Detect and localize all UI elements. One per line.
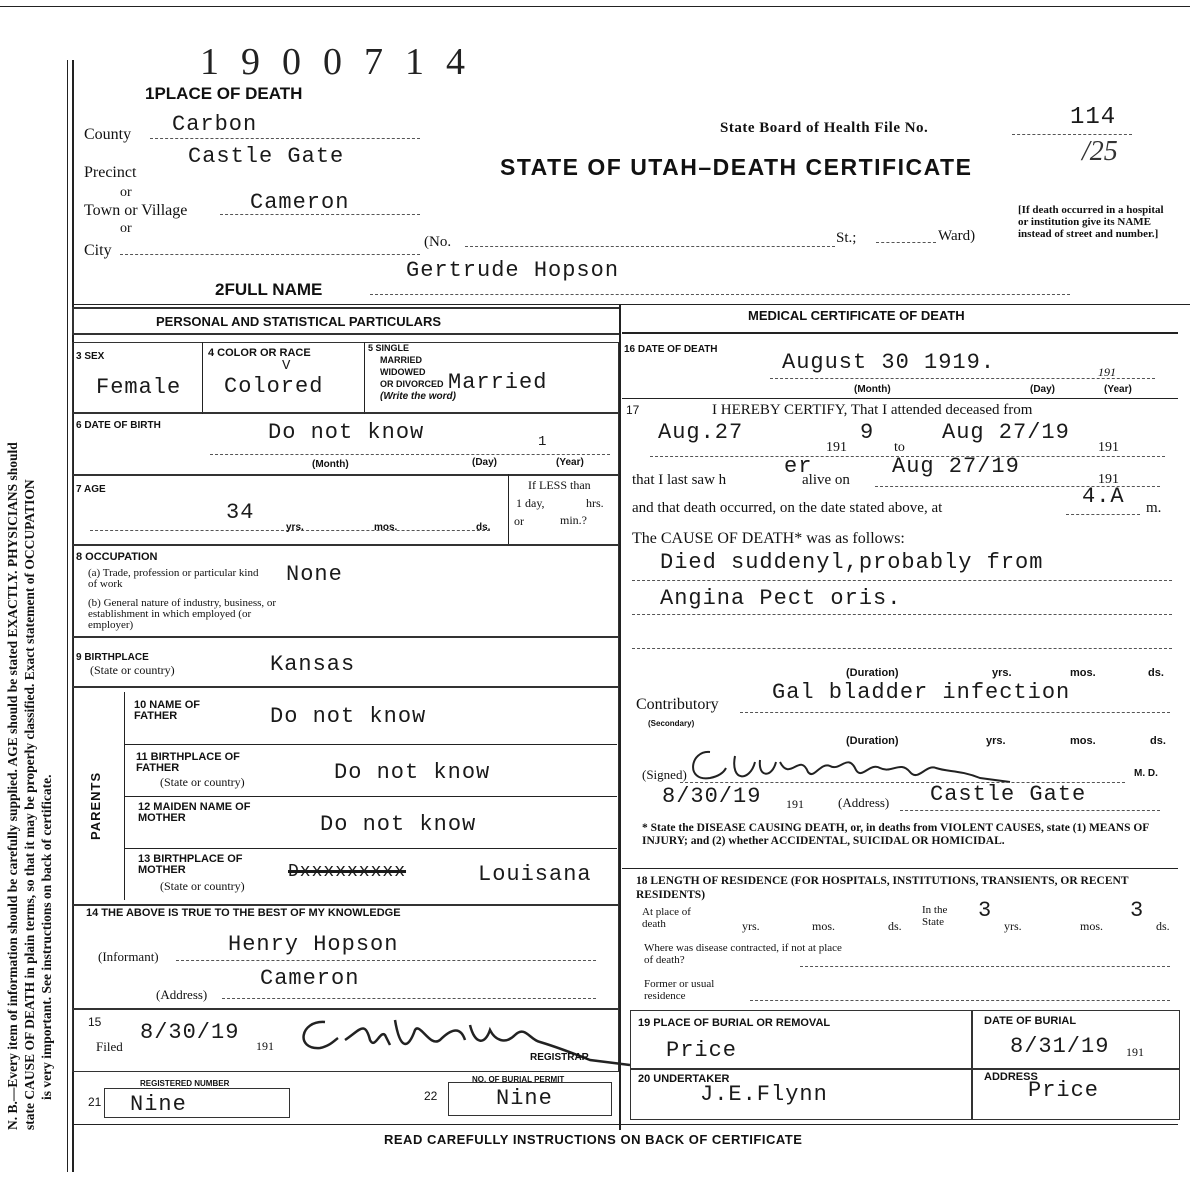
dob-month-label: (Month)	[312, 459, 349, 470]
cause-footnote: * State the DISEASE CAUSING DEATH, or, in deaths from VIOLENT CAUSES, state (1) MEANS OF INJURY; and (2) whether ACCIDENTAL, SUICIDAL OR HOMICIDAL.	[642, 822, 1149, 847]
time-value: 4.A	[1082, 484, 1125, 509]
file-no-extra: /25	[1082, 136, 1118, 167]
less-label-4: or	[514, 514, 524, 528]
city-label: City	[84, 242, 112, 259]
death-occurred-text: and that death occurred, on the date stated above, at	[632, 500, 943, 516]
precinct-label: Precinct	[84, 164, 137, 181]
in-state-mos: mos.	[1080, 919, 1104, 933]
street-label: St.;	[836, 230, 857, 246]
from-year-print: 191	[826, 440, 847, 455]
birthplace-label: 9 BIRTHPLACE	[76, 652, 149, 663]
state-mos-value: 3	[1130, 898, 1145, 923]
state-yrs-value: 3	[978, 898, 993, 923]
m-label: m.	[1146, 500, 1162, 516]
death-day-label: (Day)	[1030, 384, 1056, 395]
duration-label-2: (Duration)	[846, 735, 899, 747]
burial-permit-value: Nine	[496, 1086, 553, 1111]
father-label: 10 NAME OF FATHER	[134, 699, 201, 722]
age-yrs-label: yrs.	[286, 522, 304, 533]
signed-date: 8/30/19	[662, 784, 762, 809]
date-of-death-label: 16 DATE OF DEATH	[624, 344, 718, 355]
death-month-label: (Month)	[854, 384, 891, 395]
duration-label-1: (Duration)	[846, 667, 899, 679]
county-value: Carbon	[172, 112, 258, 137]
file-no-value: 114	[1070, 104, 1117, 131]
to-label: to	[894, 440, 905, 455]
from-year-value: 9	[860, 420, 875, 445]
age-ds-label: ds.	[476, 522, 491, 533]
color-value: Colored	[224, 374, 324, 399]
occupation-value: None	[286, 562, 343, 587]
in-state-ds: ds.	[1156, 919, 1170, 933]
cause-label: The CAUSE OF DEATH* was as follows:	[632, 530, 905, 547]
duration-yrs-1: yrs.	[992, 667, 1012, 679]
county-label: County	[84, 126, 132, 143]
full-name-label: 2FULL NAME	[215, 280, 323, 299]
place-of-death-label: 1PLACE OF DEATH	[145, 84, 303, 103]
age-mos-label: mos.	[374, 522, 398, 533]
alive-year-print: 191	[1098, 472, 1119, 487]
filed-value: 8/30/19	[140, 1020, 240, 1045]
less-label-1: If LESS than	[528, 478, 591, 492]
signed-label: (Signed)	[642, 767, 687, 782]
town-value: Cameron	[250, 190, 350, 215]
dob-year-label: (Year)	[556, 457, 584, 468]
certify-num: 17	[626, 403, 640, 417]
contributory-value: Gal bladder infection	[772, 680, 1071, 705]
burial-place-label: 19 PLACE OF BURIAL OR REMOVAL	[638, 1017, 831, 1029]
duration-mos-1: mos.	[1070, 667, 1096, 679]
full-name-value: Gertrude Hopson	[406, 258, 620, 283]
less-label-3: hrs.	[586, 496, 604, 510]
cause-line2: Angina Pect oris.	[660, 586, 902, 611]
undertaker-address-label: ADDRESS	[984, 1071, 1038, 1083]
parents-label: PARENTS	[88, 771, 103, 840]
duration-mos-2: mos.	[1070, 735, 1096, 747]
at-place-mos: mos.	[812, 919, 836, 933]
duration-ds-2: ds.	[1150, 735, 1166, 747]
former-residence-label: Former or usual residence	[644, 978, 715, 1002]
burial-date-label: DATE OF BURIAL	[984, 1015, 1077, 1027]
father-bp-sub: (State or country)	[160, 775, 245, 789]
last-saw-er: er	[784, 454, 813, 479]
footer-instructions: READ CAREFULLY INSTRUCTIONS ON BACK OF CERTIFICATE	[384, 1132, 803, 1147]
contributory-label: Contributory	[636, 696, 719, 713]
burial-field-num: 22	[424, 1089, 438, 1103]
alive-on-value: Aug 27/19	[892, 454, 1020, 479]
father-bp-label: 11 BIRTHPLACE OF FATHER	[136, 751, 240, 774]
attended-to-value: Aug 27/19	[942, 420, 1070, 445]
duration-yrs-2: yrs.	[986, 735, 1006, 747]
mother-bp-value: Louisana	[478, 862, 592, 887]
reg-field-num: 21	[88, 1095, 102, 1109]
marital-label-1: 5 SINGLE	[368, 343, 410, 353]
death-year-label: (Year)	[1104, 384, 1132, 395]
side-note-line2: state CAUSE OF DEATH in plain terms, so that it may be properly classified. Exact statement of OCCUPATION	[22, 479, 37, 1130]
informant-address-value: Cameron	[260, 966, 360, 991]
mother-label: 12 MAIDEN NAME OF MOTHER	[138, 801, 251, 824]
marital-label-3: WIDOWED	[380, 367, 426, 377]
to-year-print: 191	[1098, 440, 1119, 455]
mother-bp-label: 13 BIRTHPLACE OF MOTHER	[138, 853, 243, 876]
precinct-value: Castle Gate	[188, 144, 345, 169]
occupation-label: 8 OCCUPATION	[76, 551, 158, 563]
marital-label-5: (Write the word)	[380, 391, 456, 402]
cause-line1: Died suddenyl,probably from	[660, 550, 1044, 575]
reg-num-value: Nine	[130, 1092, 187, 1117]
filed-label: Filed	[96, 1039, 123, 1054]
dob-day-label: (Day)	[472, 457, 498, 468]
burial-place-value: Price	[666, 1038, 738, 1063]
age-value: 34	[226, 500, 255, 525]
age-label: 7 AGE	[76, 484, 106, 495]
md-label: M. D.	[1134, 768, 1158, 779]
occupation-b: (b) General nature of industry, business, or establishment in which employed (or employer)	[88, 597, 277, 631]
mother-bp-struck: Dxxxxxxxxx	[288, 862, 407, 882]
dob-year-mark: 1	[538, 434, 548, 450]
knowledge-label: 14 THE ABOVE IS TRUE TO THE BEST OF MY KNOWLEDGE	[86, 907, 401, 919]
side-note-line3: is very important. See instructions on back of certificate.	[39, 774, 54, 1100]
undertaker-label: 20 UNDERTAKER	[638, 1073, 730, 1085]
filed-num: 15	[88, 1015, 102, 1029]
less-label-5: min.?	[560, 513, 587, 527]
medical-address-value: Castle Gate	[930, 782, 1087, 807]
dob-value: Do not know	[268, 420, 425, 445]
reg-num-label: REGISTERED NUMBER	[140, 1079, 230, 1088]
ward-label: Ward)	[938, 228, 976, 244]
occupation-a: (a) Trade, profession or particular kind of work	[88, 567, 259, 590]
sex-label: 3 SEX	[76, 351, 105, 362]
mother-bp-sub: (State or country)	[160, 879, 245, 893]
certify-text: I HEREBY CERTIFY, That I attended deceased from	[712, 402, 1033, 418]
in-state-yrs: yrs.	[1004, 919, 1022, 933]
personal-section-title: PERSONAL AND STATISTICAL PARTICULARS	[156, 314, 442, 329]
marital-label-2: MARRIED	[380, 355, 422, 365]
marital-value: Married	[448, 370, 548, 395]
in-state-label: In the State	[922, 904, 948, 928]
or-label-1: or	[120, 185, 132, 200]
undertaker-address-value: Price	[1028, 1078, 1100, 1103]
date-year-print: 191	[1098, 365, 1116, 379]
at-place-label: At place of death	[642, 906, 691, 930]
informant-label: (Informant)	[98, 949, 159, 964]
burial-permit-label: NO. OF BURIAL PERMIT	[472, 1075, 565, 1084]
birthplace-sub: (State or country)	[90, 663, 175, 677]
dob-label: 6 DATE OF BIRTH	[76, 420, 161, 431]
father-value: Do not know	[270, 704, 427, 729]
signed-suffix: 191	[786, 797, 804, 811]
medical-section-title: MEDICAL CERTIFICATE OF DEATH	[748, 308, 965, 323]
date-of-death-value: August 30 1919.	[782, 350, 996, 375]
alive-on-label: alive on	[802, 472, 850, 488]
number-label: (No.	[424, 234, 452, 250]
town-label: Town or Village	[84, 202, 188, 219]
undertaker-value: J.E.Flynn	[700, 1082, 828, 1107]
at-place-yrs: yrs.	[742, 919, 760, 933]
contracted-label: Where was disease contracted, if not at place of death?	[644, 942, 842, 966]
or-label-2: or	[120, 221, 132, 236]
certificate-number: 1900714	[200, 41, 487, 83]
less-label-2: 1 day,	[516, 496, 545, 510]
duration-ds-1: ds.	[1148, 667, 1164, 679]
attended-from-value: Aug.27	[658, 420, 744, 445]
informant-address-label: (Address)	[156, 987, 208, 1002]
filed-suffix: 191	[256, 1039, 274, 1053]
informant-value: Henry Hopson	[228, 932, 399, 957]
burial-date-suffix: 191	[1126, 1045, 1144, 1059]
file-no-label: State Board of Health File No.	[720, 120, 929, 136]
father-bp-value: Do not know	[334, 760, 491, 785]
secondary-label: (Secondary)	[648, 719, 695, 728]
color-label: 4 COLOR OR RACE	[208, 347, 311, 359]
sex-value: Female	[96, 375, 182, 400]
burial-date-value: 8/31/19	[1010, 1034, 1110, 1059]
registrar-label: REGISTRAR	[530, 1052, 589, 1063]
at-place-ds: ds.	[888, 919, 902, 933]
mother-value: Do not know	[320, 812, 477, 837]
hospital-note: [If death occurred in a hospital or institution give its NAME instead of street and number.]	[1018, 204, 1164, 240]
certificate-title: STATE OF UTAH–DEATH CERTIFICATE	[500, 154, 973, 180]
medical-address-label: (Address)	[838, 795, 890, 810]
marital-label-4: OR DIVORCED	[380, 379, 444, 389]
birthplace-value: Kansas	[270, 652, 356, 677]
residence-label: 18 LENGTH OF RESIDENCE (FOR HOSPITALS, INSTITUTIONS, TRANSIENTS, OR RECENT RESIDENTS)	[636, 875, 1129, 901]
side-note-line1: N. B.—Every item of information should be carefully supplied. AGE should be stated EXACTLY. PHYSICIANS should	[5, 442, 20, 1130]
last-saw-text: that I last saw h	[632, 472, 727, 488]
side-instructions	[4, 60, 62, 1130]
color-mark: V	[282, 358, 292, 374]
